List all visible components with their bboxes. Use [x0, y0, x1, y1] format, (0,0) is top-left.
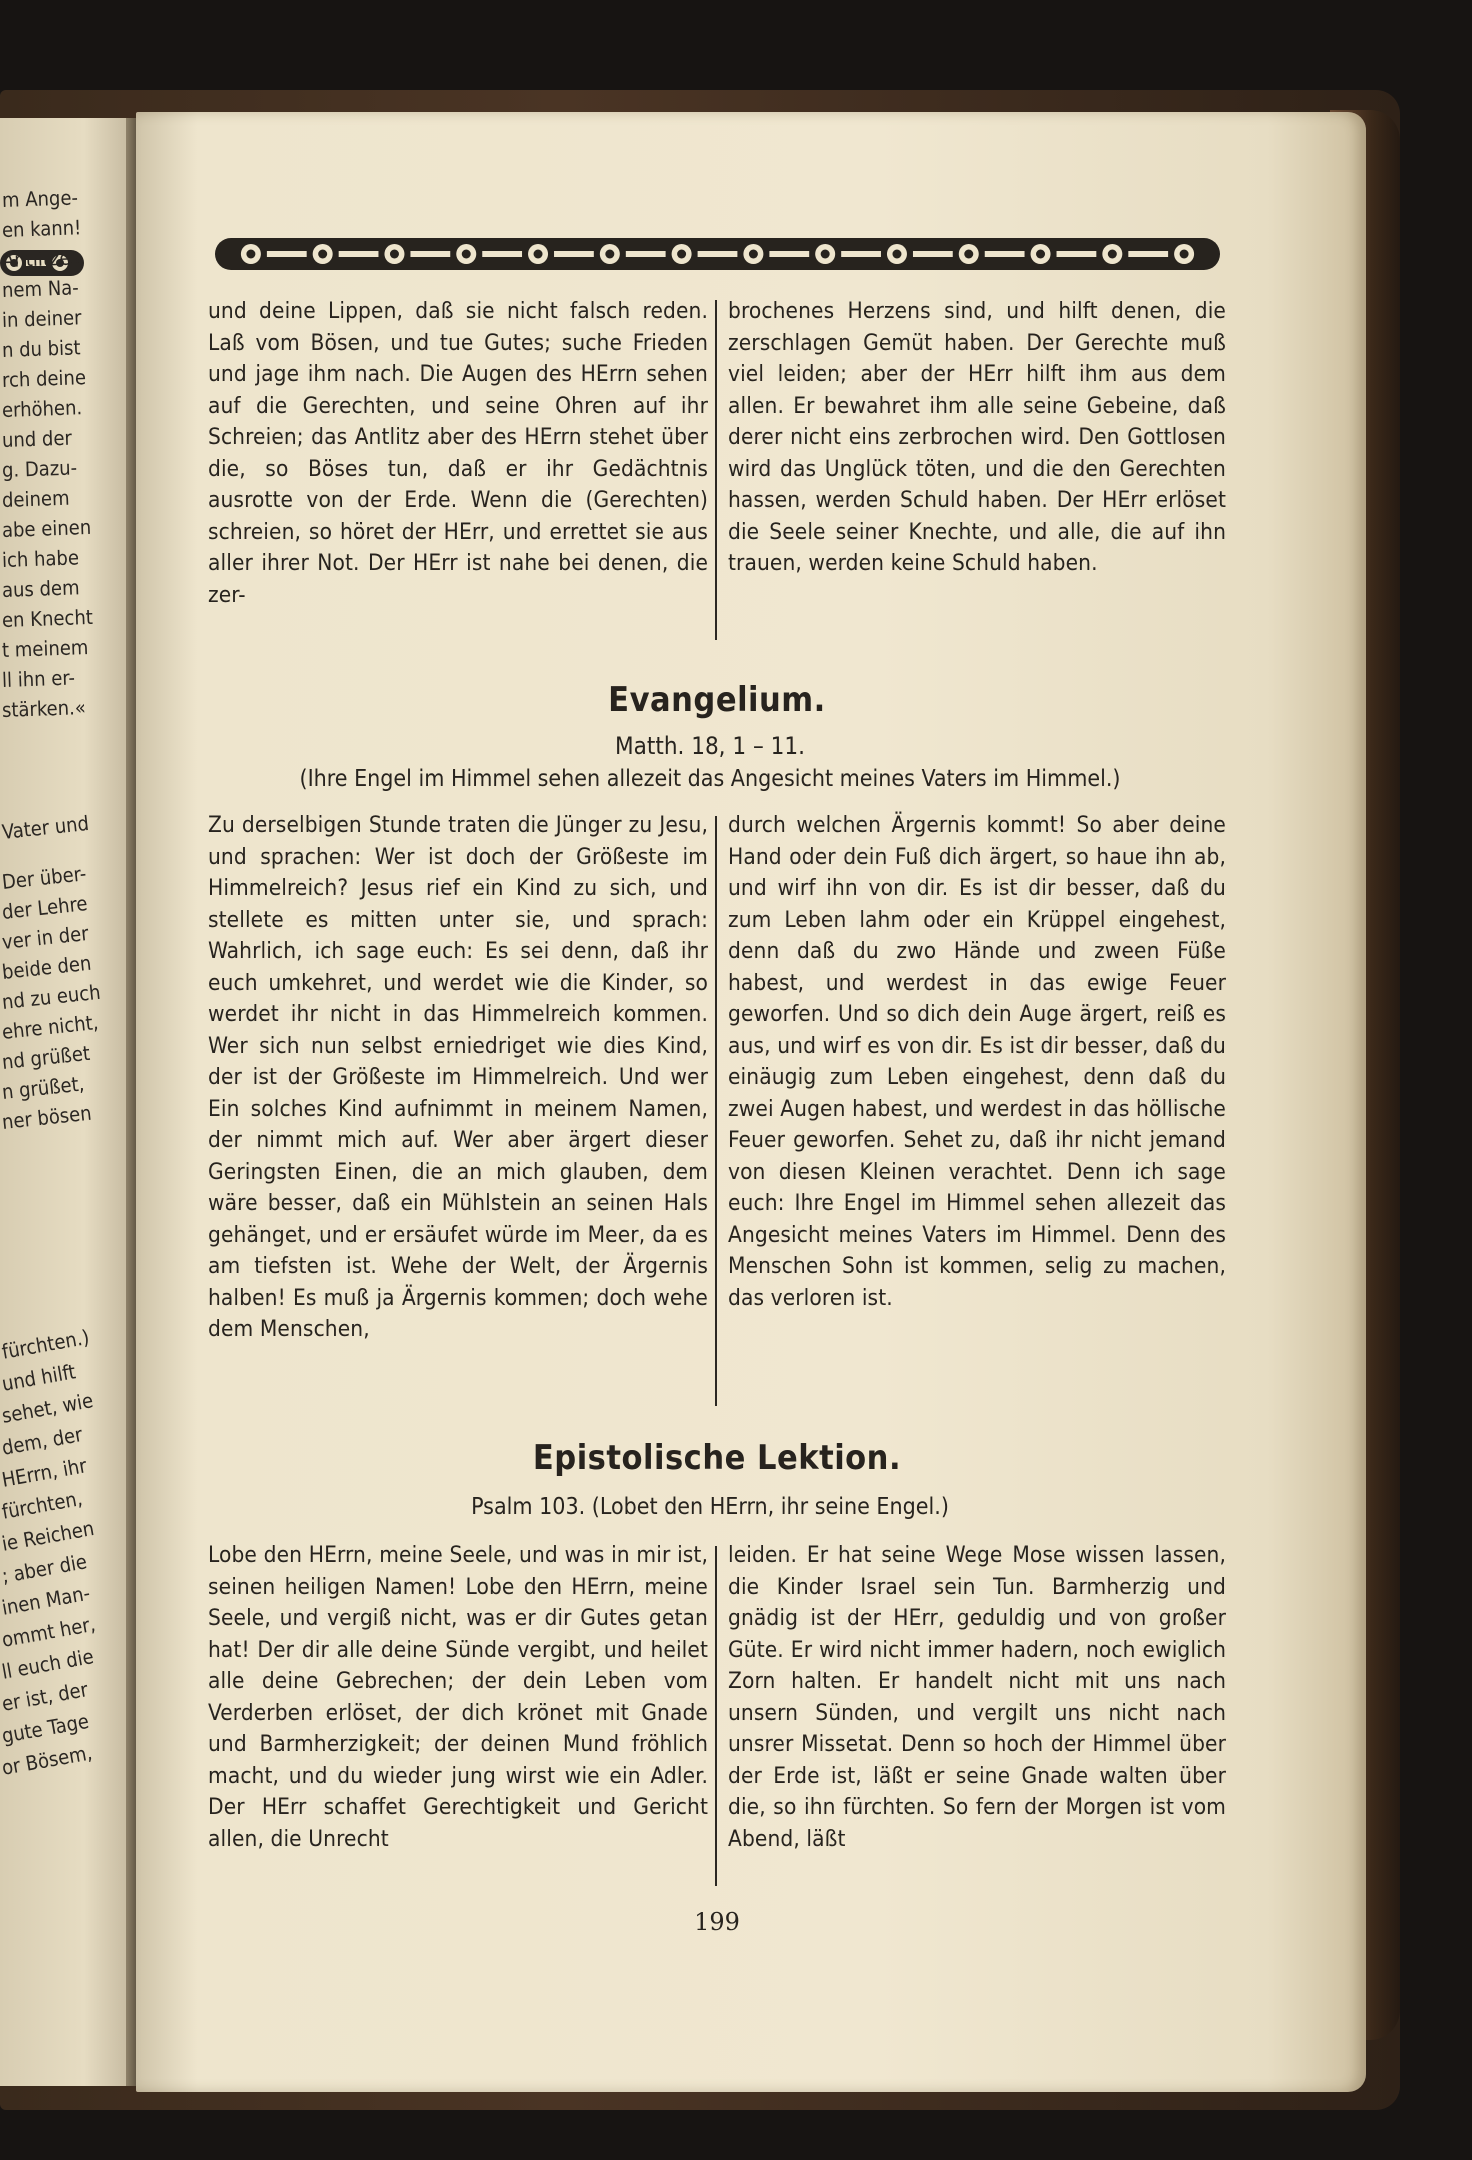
- facing-page-line: ; aber die: [0, 1549, 89, 1588]
- ornament-flower-center: [462, 250, 471, 259]
- facing-page-line: nem Na-: [1, 275, 80, 302]
- gospel-motto: (Ihre Engel im Himmel sehen allezeit das Angesicht meines Vaters im Himmel.): [299, 766, 1121, 792]
- facing-page-line: gute Tage: [0, 1708, 91, 1748]
- ornament-link: [841, 251, 881, 257]
- facing-page-line: und hilft: [0, 1359, 78, 1396]
- facing-page-line: ehre nicht,: [0, 1009, 100, 1044]
- epistle-reference: Psalm 103. (Lobet den HErrn, ihr seine Engel.): [471, 1494, 949, 1520]
- ornament-link: [985, 251, 1025, 257]
- facing-page-line: inen Man-: [0, 1580, 92, 1620]
- facing-page-line: fürchten,: [0, 1486, 85, 1524]
- facing-page-line: ver in der: [0, 920, 90, 954]
- facing-page-line: abe einen: [1, 514, 92, 542]
- facing-page-line: ll euch die: [0, 1644, 96, 1684]
- ornament-flower-center: [246, 250, 255, 259]
- facing-page-line: Antlitzes: [1, 245, 81, 272]
- ornament-link: [554, 251, 594, 257]
- ornament-flower-center: [749, 250, 758, 259]
- gospel-text-left: Zu derselbigen Stunde traten die Jünger zu Jesu, und sprachen: Wer ist doch der Größeste im Himmelreich? Jesus rief ein Kind zu sich, und stellete es mitten unter sie, und sprach: Wahrlich, ich sage euch: Es sei denn, daß ihr euch umkehret, und werdet wie die Kinder, so werdet ihr nicht in das Himmelreich kommen. Wer sich nun selbst erniedriget wie dies Kind, der ist der Größeste im Himmelreich. Und wer Ein solches Kind aufnimmt in meinem Namen, der nimmt mich auf. Wer aber ärgert dieser Geringsten Einen, die an mich glauben, dem wäre besser, daß ein Mühlstein an seinen Hals gehänget, und er ersäufet würde im Meer, da es am tiefsten ist. Wehe der Welt, der Ärgernis halben! Es muß ja Ärgernis kommen; doch wehe dem Menschen,: [208, 812, 708, 1342]
- column-rule: [715, 1546, 717, 1886]
- ornament-flower-center: [821, 250, 830, 259]
- facing-page-line: m Ange-: [1, 185, 79, 212]
- facing-page-line: Vater und: [0, 810, 91, 844]
- ornament-flower-center: [605, 250, 614, 259]
- ornament-link: [482, 251, 522, 257]
- ornament-link: [698, 251, 738, 257]
- ornament-link: [769, 251, 809, 257]
- gospel-title: Evangelium.: [608, 680, 826, 720]
- psalm-continuation-left: und deine Lippen, daß sie nicht falsch reden. Laß vom Bösen, und tue Gutes; suche Frieden und jage ihm nach. Die Augen des HErrn sehen auf die Gerechten, und seine Ohren auf ihr Schreien; das Antlitz aber des HErrn stehet über die, so Böses tun, daß er ihr Gedächtnis ausrotte von der Erde. Wenn die (Gerechten) schreien, so höret der HErr, und errettet sie aus aller ihrer Not. Der HErr ist nahe bei denen, die zer-: [208, 298, 708, 608]
- facing-page-line: HErrn, ihr: [0, 1453, 89, 1492]
- facing-page-line: erhöhen.: [1, 395, 83, 422]
- facing-page-line: er ist, der: [0, 1677, 90, 1716]
- ornament-link: [410, 251, 450, 257]
- facing-page-line: or Bösem,: [0, 1740, 94, 1780]
- facing-page-line: t meinem: [1, 634, 89, 662]
- epistle-text-left: Lobe den HErrn, meine Seele, und was in mir ist, seinen heiligen Namen! Lobe den HErrn, meine Seele, und vergiß nicht, was er dir Gutes getan hat! Der dir alle deine Sünde vergibt, und heilet alle deine Gebrechen; der dein Leben vom Verderben erlöset, der dich krönet mit Gnade und Barmherzigkeit; der deinen Mund fröhlich macht, und du wieder jung wirst wie ein Adler. Der HErr schaffet Gerechtigkeit und Gericht allen, die Unrecht: [208, 1542, 708, 1852]
- ornament-flower-center: [390, 250, 399, 259]
- column-rule: [715, 300, 717, 640]
- epistle-text-right: leiden. Er hat seine Wege Mose wissen lassen, die Kinder Israel sein Tun. Barmherzig und gnädig ist der HErr, geduldig und von großer Güte. Er wird nicht immer hadern, noch ewiglich Zorn halten. Er handelt nicht mit uns nach unsern Sünden, und vergilt uns nicht nach unsrer Missetat. Denn so hoch der Himmel über der Erde ist, läßt er seine Gnade walten über die, so ihn fürchten. So fern der Morgen ist vom Abend, läßt: [728, 1542, 1226, 1852]
- facing-page-line: rch deine: [1, 365, 87, 392]
- facing-page: [0, 118, 140, 2086]
- ornament-flower-center: [892, 250, 901, 259]
- facing-page-line: aus dem: [1, 575, 80, 602]
- ornament-link: [1128, 251, 1168, 257]
- facing-page-line: nd zu euch: [0, 979, 102, 1014]
- gospel-text-right: durch welchen Ärgernis kommt! So aber deine Hand oder dein Fuß dich ärgert, so haue ihn ab, und wirf ihn von dir. Es ist dir besser, daß du zum Leben lahm oder ein Krüppel eingehest, denn daß du zwo Hände und zween Füße habest, und werdest in das ewige Feuer geworfen. Und so dich dein Auge ärgert, reiß es aus, und wirf es von dir. Es ist dir besser, daß du einäugig zum Leben eingehest, denn daß du zwei Augen habest, und werdest in das höllische Feuer geworfen. Sehet zu, daß ihr nicht jemand von diesen Kleinen verachtet. Denn ich sage euch: Ihre Engel im Himmel sehen allezeit das Angesicht meines Vaters im Himmel. Denn des Menschen Sohn ist kommen, selig zu machen, das verloren ist.: [728, 812, 1226, 1311]
- facing-page-line: der Lehre: [0, 891, 89, 924]
- ornament-link: [913, 251, 953, 257]
- ornament-flower-center: [964, 250, 973, 259]
- gospel-reference: Matth. 18, 1 – 11.: [615, 732, 805, 760]
- facing-page-line: ie Reichen: [0, 1515, 96, 1556]
- facing-page-line: sehet, wie: [0, 1388, 95, 1428]
- facing-page-line: Der über-: [0, 861, 88, 894]
- facing-page-line: en Knecht: [1, 604, 94, 632]
- facing-page-line: ich habe: [1, 545, 80, 572]
- column-rule: [715, 816, 717, 1406]
- facing-page-line: en kann!: [1, 215, 82, 242]
- epistle-title: Epistolische Lektion.: [532, 1438, 902, 1478]
- ornament-link: [267, 251, 307, 257]
- ornament-flower-center: [1036, 250, 1045, 259]
- ornament-link: [339, 251, 379, 257]
- ornamental-border: [215, 236, 1220, 272]
- facing-page-line: beide den: [0, 950, 93, 984]
- ornament-flower-center: [1108, 250, 1117, 259]
- facing-page-line: deinem: [1, 485, 70, 512]
- ornament-link: [626, 251, 666, 257]
- facing-page-line: ll ihn er-: [1, 665, 76, 692]
- ornament-flower-center: [1180, 250, 1189, 259]
- facing-page-line: ner bösen: [0, 1100, 93, 1134]
- psalm-continuation-right: brochenes Herzens sind, und hilft denen, die zerschlagen Gemüt haben. Der Gerechte muß viel leiden; aber der HErr hilft ihm aus dem allen. Er bewahret ihm alle seine Gebeine, daß derer nicht eins zerbrochen wird. Den Gottlosen wird das Unglück töten, und die den Gerechten hassen, werden Schuld haben. Der HErr erlöset die Seele seiner Knechte, und alle, die auf ihn trauen, werden keine Schuld haben.: [728, 298, 1226, 576]
- page-number: 199: [694, 1908, 740, 1936]
- ornament-flower-center: [677, 250, 686, 259]
- ornament-flower-center: [318, 250, 327, 259]
- facing-page-line: n grüßet,: [0, 1071, 86, 1104]
- facing-page-line: nd grüßet: [0, 1040, 92, 1074]
- facing-page-line: in deiner: [1, 305, 82, 332]
- facing-page-line: stärken.«: [1, 695, 87, 722]
- ornament-link: [1057, 251, 1097, 257]
- facing-page-line: und der: [1, 425, 73, 452]
- facing-page-line: dem, der: [0, 1422, 85, 1460]
- ornament-flower-center: [534, 250, 543, 259]
- facing-page-line: fürchten.): [0, 1324, 92, 1364]
- facing-page-line: n du bist: [1, 335, 81, 362]
- facing-page-line: ommt her,: [0, 1611, 98, 1652]
- facing-page-line: g. Dazu-: [1, 455, 78, 482]
